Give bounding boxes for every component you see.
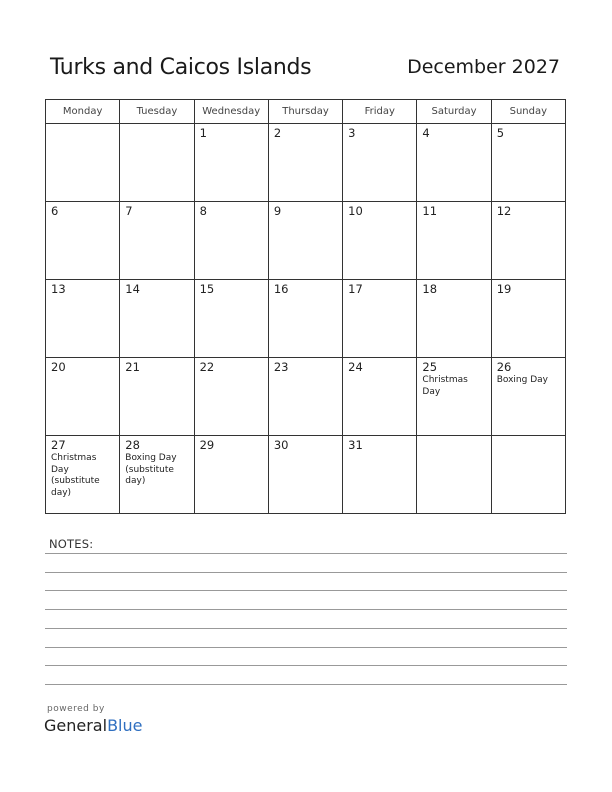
day-number: 2 <box>273 126 282 140</box>
week-row <box>46 280 566 358</box>
day-number: 7 <box>125 204 133 218</box>
weekday-header: Friday <box>343 100 417 124</box>
weekday-header: Tuesday <box>120 100 194 124</box>
brand-general-text: General <box>44 716 108 735</box>
week-row <box>46 358 566 436</box>
day-cell <box>417 124 491 202</box>
holiday-label: Christmas Day (substitute day) <box>51 453 100 498</box>
notes-label: NOTES: <box>49 537 94 551</box>
holiday-label: Christmas Day <box>422 375 468 397</box>
day-number: 6 <box>51 204 59 218</box>
weekday-header: Saturday <box>417 100 491 124</box>
week-row <box>46 436 566 514</box>
day-number: 30 <box>273 438 289 452</box>
day-number: 4 <box>422 126 430 140</box>
day-number: 20 <box>51 360 66 374</box>
holiday-label: Boxing Day (substitute day) <box>125 453 177 486</box>
weekday-header: Thursday <box>268 100 342 124</box>
day-cell <box>343 280 417 358</box>
day-cell <box>343 124 417 202</box>
brand-blue-text: Blue <box>107 716 143 735</box>
day-number: 27 <box>51 438 66 452</box>
day-cell <box>491 358 565 436</box>
note-line <box>45 665 567 666</box>
weekday-header: Wednesday <box>194 100 268 124</box>
day-cell <box>120 280 194 358</box>
day-cell <box>46 124 120 202</box>
note-line <box>45 647 567 648</box>
generalblue-logo <box>44 716 142 735</box>
day-number: 31 <box>348 438 363 452</box>
day-number: 5 <box>496 126 505 140</box>
note-line <box>45 684 567 685</box>
day-cell <box>120 358 194 436</box>
weekday-header-row <box>46 100 566 124</box>
day-cell <box>268 358 342 436</box>
day-cell <box>491 280 565 358</box>
day-number: 17 <box>348 282 363 296</box>
day-number: 21 <box>125 360 140 374</box>
day-number: 28 <box>125 438 140 452</box>
week-row <box>46 202 566 280</box>
day-number: 19 <box>496 282 512 296</box>
note-line <box>45 572 567 573</box>
day-number: 9 <box>273 204 282 218</box>
day-cell <box>417 436 491 514</box>
calendar-month-year: December 2027 <box>407 56 560 78</box>
day-cell <box>417 202 491 280</box>
day-number: 24 <box>348 360 363 374</box>
day-number: 23 <box>273 360 289 374</box>
day-cell <box>46 280 120 358</box>
day-number: 12 <box>496 204 512 218</box>
weekday-header: Sunday <box>491 100 565 124</box>
calendar-country-title: Turks and Caicos Islands <box>50 55 312 80</box>
calendar-grid <box>45 99 566 514</box>
day-cell <box>268 202 342 280</box>
day-number: 13 <box>51 282 66 296</box>
note-line <box>45 628 567 629</box>
week-row <box>46 124 566 202</box>
day-cell <box>417 280 491 358</box>
day-cell <box>491 202 565 280</box>
day-number: 29 <box>199 438 215 452</box>
day-number: 18 <box>422 282 438 296</box>
day-cell <box>268 280 342 358</box>
day-cell <box>194 436 268 514</box>
day-number: 22 <box>199 360 215 374</box>
day-number: 8 <box>199 204 207 218</box>
powered-by-label: powered by <box>47 704 105 714</box>
day-number: 16 <box>273 282 289 296</box>
day-number: 14 <box>125 282 140 296</box>
note-line <box>45 553 567 554</box>
day-cell <box>491 436 565 514</box>
day-number: 26 <box>496 360 512 374</box>
day-number: 25 <box>422 360 438 374</box>
note-line <box>45 609 567 610</box>
day-cell <box>491 124 565 202</box>
day-cell <box>120 124 194 202</box>
day-cell <box>194 202 268 280</box>
day-number: 11 <box>422 204 438 218</box>
day-number: 3 <box>348 126 356 140</box>
weekday-header: Monday <box>46 100 120 124</box>
calendar-weeks <box>46 124 566 514</box>
day-cell <box>46 202 120 280</box>
holiday-label: Boxing Day <box>496 375 548 385</box>
day-cell <box>46 358 120 436</box>
day-number: 10 <box>348 204 363 218</box>
day-cell <box>194 358 268 436</box>
day-number: 1 <box>199 126 207 140</box>
day-cell <box>194 280 268 358</box>
day-number: 15 <box>199 282 215 296</box>
note-line <box>45 590 567 591</box>
day-cell <box>268 436 342 514</box>
day-cell <box>120 436 194 514</box>
day-cell <box>268 124 342 202</box>
day-cell <box>194 124 268 202</box>
day-cell <box>343 202 417 280</box>
day-cell <box>343 436 417 514</box>
day-cell <box>417 358 491 436</box>
day-cell <box>46 436 120 514</box>
day-cell <box>120 202 194 280</box>
day-cell <box>343 358 417 436</box>
